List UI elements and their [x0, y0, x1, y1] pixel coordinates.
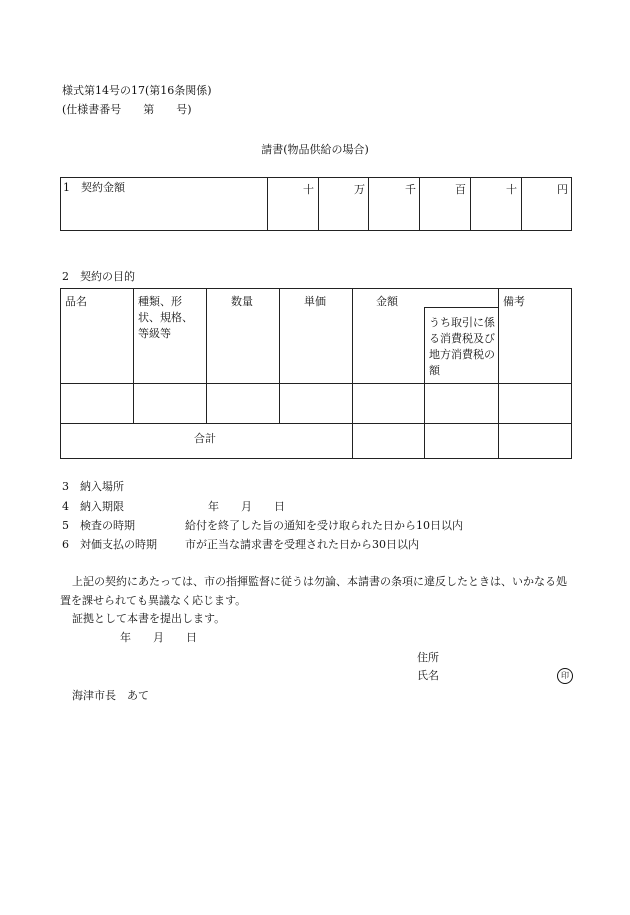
submission-date: 年 月 日: [120, 631, 197, 644]
col-type-spec: 種類、形状、規格、等級等: [138, 295, 193, 340]
col-remarks: 備考: [503, 295, 525, 308]
spec-number: (仕様書番号 第 号): [62, 103, 192, 116]
addressee: 海津市長 あて: [72, 689, 149, 702]
unit-en: 円: [557, 183, 568, 196]
page-title: 請書(物品供給の場合): [261, 143, 369, 156]
address-label: 住所: [417, 651, 439, 664]
unit-hyaku: 百: [455, 183, 466, 196]
name-label: 氏名: [417, 669, 439, 682]
payment-label: 6 対価支払の時期: [62, 538, 157, 551]
col-amount: 金額: [376, 295, 398, 308]
submission-statement: 証拠として本書を提出します。: [72, 612, 226, 625]
form-number: 様式第14号の17(第16条関係): [62, 84, 212, 97]
inspection-value: 給付を終了した旨の通知を受け取られた日から10日以内: [185, 519, 463, 532]
seal-mark: 印: [557, 668, 573, 684]
declaration-paragraph: 上記の契約にあたっては、市の指揮監督に従うは勿論、本請書の条項に違反したときは、いかなる処置を課せられても異議なく応じます。: [60, 575, 567, 607]
unit-ten-man: 十: [303, 183, 314, 196]
delivery-deadline-value: 年 月 日: [208, 500, 285, 513]
contract-amount-label: 1 契約金額: [63, 181, 125, 194]
col-item-name: 品名: [65, 295, 87, 308]
delivery-deadline-label: 4 納入期限: [62, 500, 124, 513]
payment-value: 市が正当な請求書を受理された日から30日以内: [185, 538, 419, 551]
unit-man: 万: [354, 183, 365, 196]
col-unit-price: 単価: [304, 295, 326, 308]
inspection-label: 5 検査の時期: [62, 519, 135, 532]
col-quantity: 数量: [231, 295, 253, 308]
delivery-place-label: 3 納入場所: [62, 480, 124, 493]
col-tax-included: うち取引に係る消費税及び地方消費税の額: [429, 316, 495, 377]
total-label: 合計: [194, 432, 216, 445]
purpose-label: 2 契約の目的: [62, 270, 135, 283]
unit-sen: 千: [405, 183, 416, 196]
unit-juu: 十: [506, 183, 517, 196]
